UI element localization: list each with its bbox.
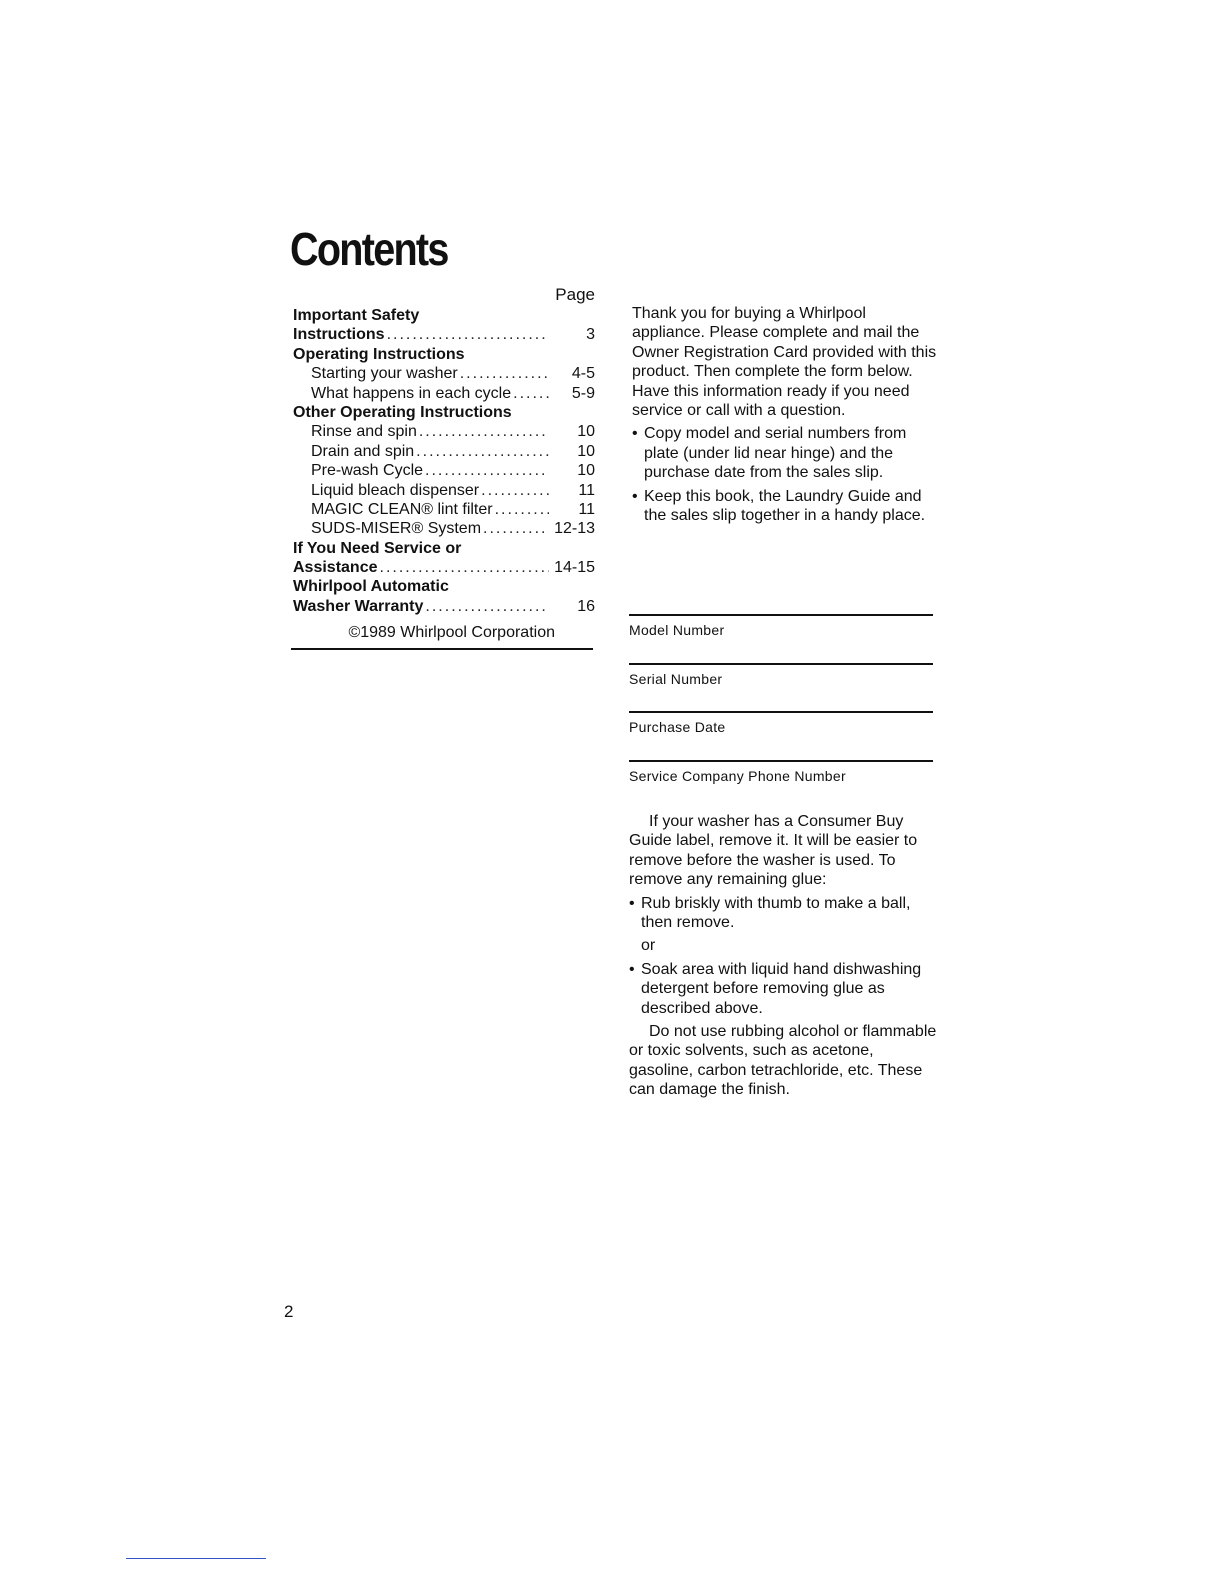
toc-entry-label: SUDS-MISER® System [311, 520, 482, 538]
toc-leader-dots [387, 325, 549, 344]
toc-leader-dots [425, 597, 549, 616]
toc-page-header: Page [555, 285, 595, 304]
toc-entry-page: 5-9 [571, 384, 595, 402]
page-title: Contents [290, 223, 448, 275]
toc-entry-label: Starting your washer [311, 365, 458, 383]
toc-entry [293, 500, 595, 519]
field-label: Serial Number [629, 670, 723, 687]
field-label: Purchase Date [629, 719, 726, 735]
note-bullet [629, 960, 939, 1018]
toc-entry [293, 577, 595, 596]
copyright: ©1989 Whirlpool Corporation [348, 624, 555, 642]
bullet-icon: • [629, 960, 635, 978]
toc-entry [293, 403, 595, 422]
toc-entry-label: Washer Warranty [293, 597, 424, 615]
toc-leader-dots [416, 442, 549, 461]
toc-entry-label: Important Safety [293, 307, 420, 324]
label-removal-note [629, 812, 939, 1100]
bottom-rule [126, 1558, 266, 1559]
intro-bullet-text: Keep this book, the Laundry Guide and the sales slip together in a handy place. [644, 487, 926, 525]
toc-entry [293, 481, 595, 500]
toc-entry-page: 10 [577, 423, 595, 441]
field-line [629, 760, 933, 762]
toc-entry [293, 384, 595, 403]
record-fields [629, 614, 933, 808]
toc-entry-page: 10 [577, 462, 595, 480]
toc-entry-label: MAGIC CLEAN® lint filter [311, 500, 493, 518]
toc-entry-label: Other Operating Instructions [293, 403, 512, 421]
note-bullet [629, 894, 939, 933]
toc-leader-dots [495, 500, 549, 519]
toc-divider [291, 648, 593, 650]
toc-leader-dots [483, 519, 549, 538]
toc-entry-page: 10 [577, 442, 595, 460]
bullet-icon: • [632, 487, 638, 505]
field-line [629, 711, 933, 713]
toc-entry [293, 306, 595, 325]
toc-entry-page: 3 [586, 326, 595, 344]
toc-entry-label: If You Need Service or [293, 539, 462, 557]
note-or: or [641, 937, 656, 955]
toc-leader-dots [460, 364, 549, 383]
toc-entry-page: 11 [578, 500, 595, 518]
note-bullet-text: Soak area with liquid hand dishwashing detergent before removing glue as described above. [641, 960, 922, 1017]
intro-section [632, 304, 942, 525]
intro-bullet [632, 487, 942, 526]
toc-leader-dots [380, 558, 550, 577]
bullet-icon: • [632, 425, 638, 443]
toc-entries [293, 306, 595, 616]
toc-entry [293, 558, 595, 577]
toc-entry [293, 597, 595, 616]
toc-entry-label: Instructions [293, 326, 385, 344]
toc-entry [293, 461, 595, 480]
field-label: Model Number [629, 622, 725, 638]
toc-leader-dots [425, 461, 549, 480]
intro-bullet-text: Copy model and serial numbers from plate (under lid near hinge) and the purchase date from the sales slip. [644, 425, 907, 482]
toc-leader-dots [419, 422, 549, 441]
toc-entry-label: Assistance [293, 559, 378, 577]
field-label: Service Company Phone Number [629, 767, 846, 784]
purchase-date-field [629, 711, 933, 760]
toc-entry-page: 14-15 [554, 559, 595, 577]
toc-entry [293, 345, 595, 364]
table-of-contents [293, 284, 595, 650]
toc-entry-page: 12-13 [554, 520, 595, 538]
serial-number-field [629, 663, 933, 712]
field-line [629, 663, 933, 665]
toc-entry [293, 442, 595, 461]
toc-entry-label: Whirlpool Automatic [293, 578, 449, 596]
note-warning: Do not use rubbing alcohol or flammable or toxic solvents, such as acetone, gasoline, carbon tetrachloride, etc. These can damage the finish. [629, 1023, 937, 1099]
toc-entry [293, 422, 595, 441]
toc-entry-label: What happens in each cycle [311, 384, 512, 402]
toc-entry [293, 325, 595, 344]
toc-leader-dots [481, 481, 549, 500]
intro-bullet [632, 424, 942, 482]
toc-entry-label: Drain and spin [311, 442, 415, 460]
toc-entry-label: Pre-wash Cycle [311, 462, 424, 480]
toc-entry-label: Operating Instructions [293, 345, 465, 363]
toc-entry [293, 539, 595, 558]
field-line [629, 614, 933, 616]
model-number-field [629, 614, 933, 663]
toc-entry-label: Rinse and spin [311, 423, 417, 441]
toc-entry [293, 364, 595, 383]
toc-entry-label: Liquid bleach dispenser [311, 481, 480, 499]
page-number: 2 [284, 1302, 294, 1321]
note-paragraph: If your washer has a Consumer Buy Guide label, remove it. It will be easier to remove before the washer is used. To remove any remaining glue: [629, 813, 918, 889]
service-phone-field [629, 760, 933, 809]
toc-entry [293, 519, 595, 538]
toc-entry-page: 4-5 [571, 365, 595, 383]
bullet-icon: • [629, 894, 635, 912]
intro-paragraph: Thank you for buying a Whirlpool appliance. Please complete and mail the Owner Registration Card provided with this product. Then complete the form below. Have this information ready if you need service or call with a question. [632, 305, 937, 420]
note-bullet-text: Rub briskly with thumb to make a ball, then remove. [641, 894, 911, 932]
toc-entry-page: 11 [578, 481, 595, 499]
toc-entry-page: 16 [577, 597, 595, 615]
toc-leader-dots [513, 384, 549, 403]
